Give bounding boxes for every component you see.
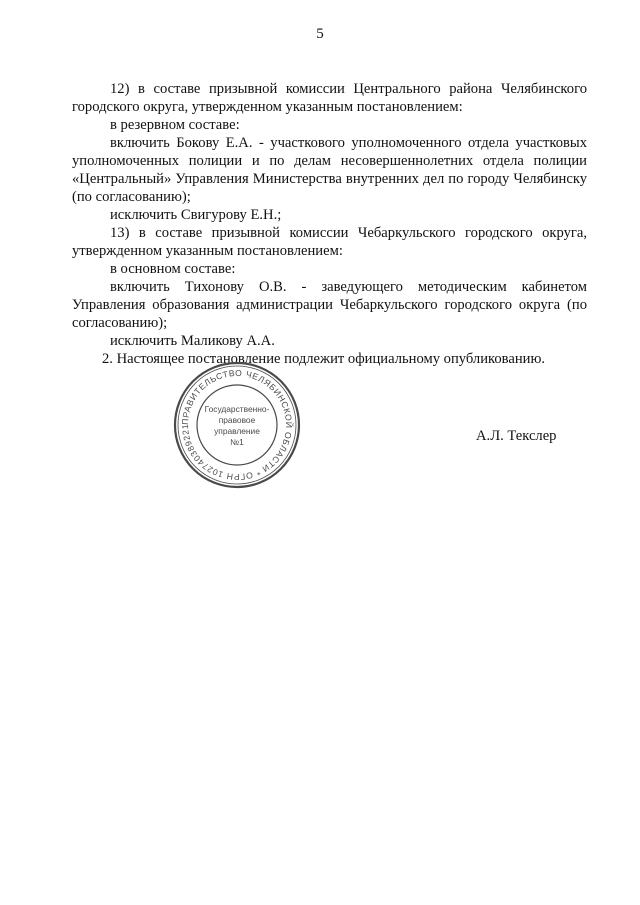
paragraph-item-13: 13) в составе призывной комиссии Чебаркульского городского округа, утвержденном указанным постановлением: — [72, 225, 587, 259]
seal-center-line-2: правовое — [218, 415, 256, 425]
paragraph-main-composition: в основном составе: — [110, 261, 236, 277]
signature-name: А.Л. Текслер — [476, 428, 557, 444]
paragraph-include-tikhonova: включить Тихонову О.В. - заведующего методическим кабинетом Управления образования администрации Чебаркульского городского округа (по согласованию); — [72, 279, 587, 331]
seal-inner-ring — [197, 385, 277, 465]
seal-outer-thin-ring — [178, 366, 296, 484]
seal-graphic — [172, 360, 302, 490]
seal-center-line-3: управление — [214, 426, 260, 436]
page-number: 5 — [316, 26, 324, 42]
paragraph-reserve-composition: в резервном составе: — [110, 117, 240, 133]
seal-center-line-1: Государственно- — [204, 404, 270, 414]
seal-outer-text: ПРАВИТЕЛЬСТВО ЧЕЛЯБИНСКОЙ ОБЛАСТИ * ОГРН 102740389221 — [179, 367, 295, 483]
paragraph-item-12: 12) в составе призывной комиссии Центрального района Челябинского городского округа, утвержденном указанным постановлением: — [72, 81, 587, 115]
seal-center-line-4: №1 — [230, 437, 244, 447]
document-body — [72, 80, 587, 368]
seal-outer-ring — [175, 363, 299, 487]
paragraph-exclude-malikova: исключить Маликову А.А. — [110, 333, 275, 349]
paragraph-exclude-svigurova: исключить Свигурову Е.Н.; — [110, 207, 282, 223]
paragraph-include-bokova: включить Бокову Е.А. - участкового уполномоченного отдела участковых уполномоченных полиции и по делам несовершеннолетних отдела полиции «Центральный» Управления Министерства внутренних дел по городу Челябинску (по согласованию); — [72, 135, 587, 205]
official-seal-stamp — [172, 360, 302, 490]
paragraph-publication: 2. Настоящее постановление подлежит официальному опубликованию. — [102, 351, 546, 367]
